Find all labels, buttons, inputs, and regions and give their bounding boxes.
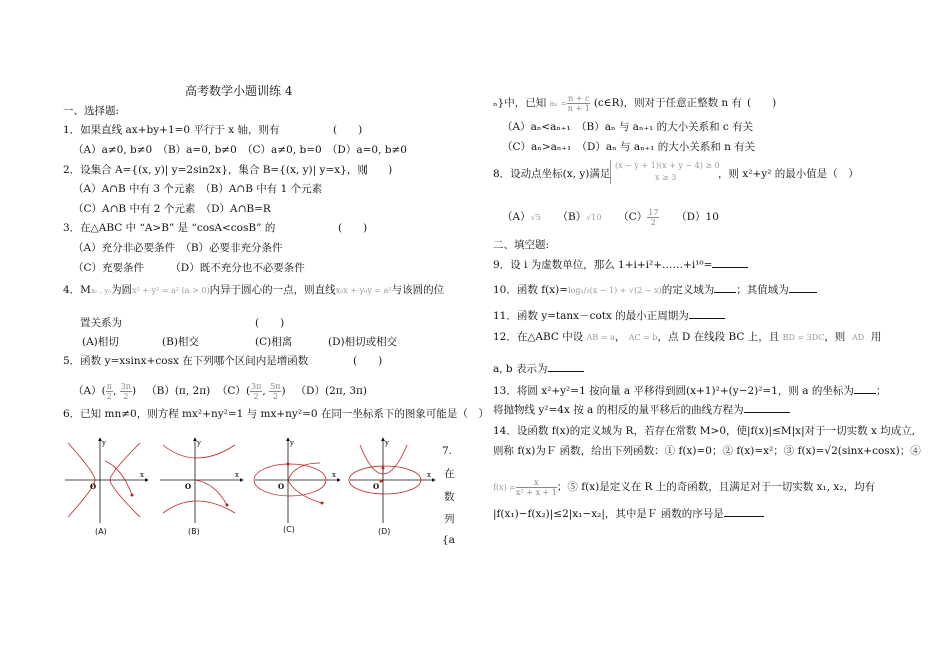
- q6-label-c: (C): [283, 525, 295, 534]
- q7-side-4: 列: [444, 513, 455, 525]
- q14-fx: f(x) =: [493, 483, 516, 492]
- q4-option-b: (B)相交: [162, 336, 199, 348]
- q6-graph-a: [65, 438, 148, 523]
- q5-stem: 5．函数 y=xsinx+cosx 在下列哪个区间内是增函数: [63, 355, 309, 367]
- q12-line1: 12．在△ABC 中设 AB = a， AC = b，点 D 在线段 BC 上，且 BD = 3DC，则 AD 用: [493, 331, 882, 343]
- q4-m-sub: x₀ , y₀: [90, 287, 112, 295]
- q4-circle-eq: x² + y² = a² (a > 0): [132, 286, 210, 295]
- q4-line-eq: x₀x + y₀y = a²: [335, 286, 392, 295]
- svg-text:x: x: [140, 471, 144, 479]
- svg-text:y: y: [197, 439, 201, 447]
- q8-tail: ，则 x²+y² 的最小值是（ ）: [718, 168, 859, 180]
- q6-label-a: (A): [95, 527, 107, 536]
- q4-tail: 与该圆的位: [391, 284, 445, 296]
- q5-frac-a1: $\frac{\pi}{2}$: [106, 381, 112, 401]
- svg-text:y: y: [385, 439, 389, 447]
- q4-lead: 4．M: [63, 284, 91, 296]
- page-title: 高考数学小题训练 4: [185, 84, 293, 98]
- q7-l1b: (c∈R)，则对于任意正整数 n 有: [593, 97, 743, 109]
- q12-bd: BD = 3DC: [782, 333, 825, 342]
- q4-line2: 置关系为: [80, 317, 122, 329]
- q4-mid1: 为圆: [111, 284, 133, 296]
- q4-mid2: 内异于圆心的一点，则直线: [209, 284, 336, 296]
- q9: 9．设 i 为虚数单位，那么 1+i+i²+……+i¹⁰=: [493, 257, 748, 272]
- q7-paren: ( ): [747, 97, 777, 109]
- svg-text:O: O: [373, 482, 380, 491]
- q5-opt-c: （C）: [216, 385, 246, 397]
- q4-line1: [63, 283, 444, 298]
- q8-options: [502, 206, 719, 229]
- q13-line1: 13．将圆 x²+y²=1 按向量 a 平移得到圆(x+1)²+(y−2)²=1，则 a 的坐标为 ；: [493, 385, 887, 397]
- q5-opt-d: （D）(2π, 3π): [295, 385, 368, 397]
- q14-line1: 14．设函数 f(x)的定义域为 R，若存在常数 M>0，使|f(x)|≤M|x|对于一切实数 x 均成立,: [493, 425, 916, 437]
- q4-option-a: (A)相切: [82, 336, 119, 348]
- q5-opt-a: （A）: [73, 385, 102, 397]
- q8-opt-a: （A）: [502, 211, 531, 223]
- q2-stem: 2．设集合 A={(x, y)| y=2sin2x}，集合 B={(x, y)| y=x}，则: [63, 164, 368, 176]
- section-fill: 二、填空题:: [493, 239, 550, 251]
- q8-system: [610, 160, 720, 184]
- q3-stem: 3．在△ABC 中 “A>B” 是 “cosA<cosB” 的: [63, 222, 276, 234]
- q6-stem: 6．已知 mn≠0，则方程 mx²+ny²=1 与 mx+ny²=0 在同一坐标系下的图象可能是（ ）: [63, 408, 489, 420]
- q4-option-d: (D)相切或相交: [328, 336, 398, 348]
- q10-lead: 10．函数 f(x)=: [493, 284, 568, 296]
- q12-ac: AC = b: [628, 333, 658, 342]
- svg-text:O: O: [90, 482, 97, 491]
- section-choice: 一、选择题:: [63, 105, 120, 117]
- q10: [493, 282, 817, 298]
- q7-line1: ₙ}中，已知 aₙ = $\frac{n + c}{n + 1}$ (c∈R)，则对于任意正整数 n 有: [493, 93, 743, 113]
- svg-text:x: x: [332, 471, 336, 479]
- q8-sys-2: x ≥ 3: [655, 173, 677, 182]
- q6-graph-d: [349, 438, 435, 523]
- q8-opt-b: （B）: [557, 211, 587, 223]
- q13-line2: 将抛物线 y²=4x 按 a 的相反的量平移后的曲线方程为: [493, 402, 790, 417]
- q14-line4: |f(x₁)−f(x₂)|≤2|x₁−x₂|，其中是Ｆ 函数的序号是: [493, 506, 764, 521]
- q10-mid: 的定义域为: [661, 284, 715, 296]
- q6-graph-c: [254, 438, 340, 523]
- q14-line2: 则称 f(x)为Ｆ 函数，给出下列函数：① f(x)=0；② f(x)=x²；③ f(x)=√2(sinx+cosx)；④: [493, 445, 921, 457]
- svg-text:x: x: [427, 471, 431, 479]
- q11: 11．函数 y=tanx－cotx 的最小正周期为: [493, 308, 725, 323]
- q2-options-ab: （A）A∩B 中有 3 个元素 （B）A∩B 中有 1 个元素: [73, 183, 323, 195]
- q1-paren: ( ): [333, 124, 363, 136]
- svg-text:x: x: [235, 471, 239, 479]
- q12-ad: AD: [852, 333, 865, 342]
- q8-val-a: √5: [530, 213, 541, 222]
- q5-options: （A）( $\frac{\pi}{2}$ , $\frac{3\pi}{2}$ ) （B）(π, 2π) （C）( $\frac{3\pi}{2}$ , $\frac{5\pi}{2}$ ) （D）(2π, 3π): [73, 381, 368, 401]
- q2-options-cd: （C）A∩B 中有 2 个元素 （D）A∩B=R: [73, 203, 271, 215]
- q7-side-5: {a: [442, 534, 455, 546]
- q4-paren: ( ): [255, 317, 285, 329]
- q12-line2: a, b 表示为: [493, 361, 584, 376]
- q6-graphs: [60, 433, 453, 543]
- q7-frac: $\frac{n + c}{n + 1}$: [567, 93, 590, 113]
- q1-stem: 1．如果直线 ax+by+1=0 平行于 x 轴，则有: [63, 124, 280, 136]
- q8-opt-c: （C）: [618, 211, 648, 223]
- q8-opt-d: （D）10: [676, 211, 719, 223]
- q7-side-2: 在: [444, 468, 455, 480]
- q8-stem: [493, 167, 610, 181]
- q7-side-1: 7.: [442, 445, 453, 457]
- q6-graph-b: [160, 438, 243, 523]
- svg-text:y: y: [290, 439, 294, 447]
- q7-side-3: 数: [444, 491, 455, 503]
- q14-frac: $\frac{x}{\text{x² + x + 1}}$: [515, 477, 557, 497]
- q4-option-c: (C)相离: [255, 336, 293, 348]
- q8-lead: 8．设动点坐标(x, y)满足: [493, 168, 611, 180]
- q3-options-cd: （C）充要条件 （D）既不充分也不必要条件: [73, 262, 305, 274]
- q10-expr: log₁/₂(x − 1) + √(2 − x): [568, 286, 662, 295]
- q5-frac-c1: $\frac{3\pi}{2}$: [251, 381, 262, 401]
- q3-paren: ( ): [338, 222, 368, 234]
- q8-sys-1: (x − y + 1)(x + y − 4) ≥ 0: [615, 161, 720, 170]
- q7-options-cd: （C）aₙ>aₙ₊₁ （D）aₙ 与 aₙ₊₁ 的大小关系和 n 有关: [502, 141, 756, 153]
- q3-options-ab: （A）充分非必要条件 （B）必要非充分条件: [73, 242, 283, 254]
- q7-options-ab: （A）aₙ<aₙ₊₁ （B）aₙ 与 aₙ₊₁ 的大小关系和 c 有关: [502, 121, 754, 133]
- q1-options: （A）a≠0, b≠0 （B）a=0, b≠0 （C）a≠0, b=0 （D）a=0, b≠0: [73, 144, 407, 156]
- q12-ab: AB = a: [586, 333, 615, 342]
- q5-paren: ( ): [353, 355, 383, 367]
- svg-text:O: O: [278, 482, 285, 491]
- q6-label-b: (B): [188, 527, 200, 536]
- q2-paren: ( ): [363, 164, 393, 176]
- q6-label-d: (D): [378, 527, 391, 536]
- q5-frac-c2: $\frac{5\pi}{2}$: [270, 381, 281, 401]
- q10-tail: ；其值域为: [736, 284, 789, 296]
- q8-val-c: $\frac{17}{2}$: [648, 207, 659, 227]
- q8-val-b: √10: [586, 213, 602, 222]
- q5-opt-b: （B）(π, 2π): [146, 385, 211, 397]
- q5-frac-a2: $\frac{3\pi}{2}$: [120, 381, 132, 401]
- q7-l1a: ₙ}中，已知: [493, 97, 547, 109]
- q14-line3: f(x) = $\frac{x}{\text{x² + x + 1}}$ ；⑤ f(x)是定义在 R 上的奇函数，且满足对于一切实数 x₁, x₂，均有: [493, 477, 876, 497]
- svg-text:y: y: [102, 439, 106, 447]
- svg-text:O: O: [185, 482, 192, 491]
